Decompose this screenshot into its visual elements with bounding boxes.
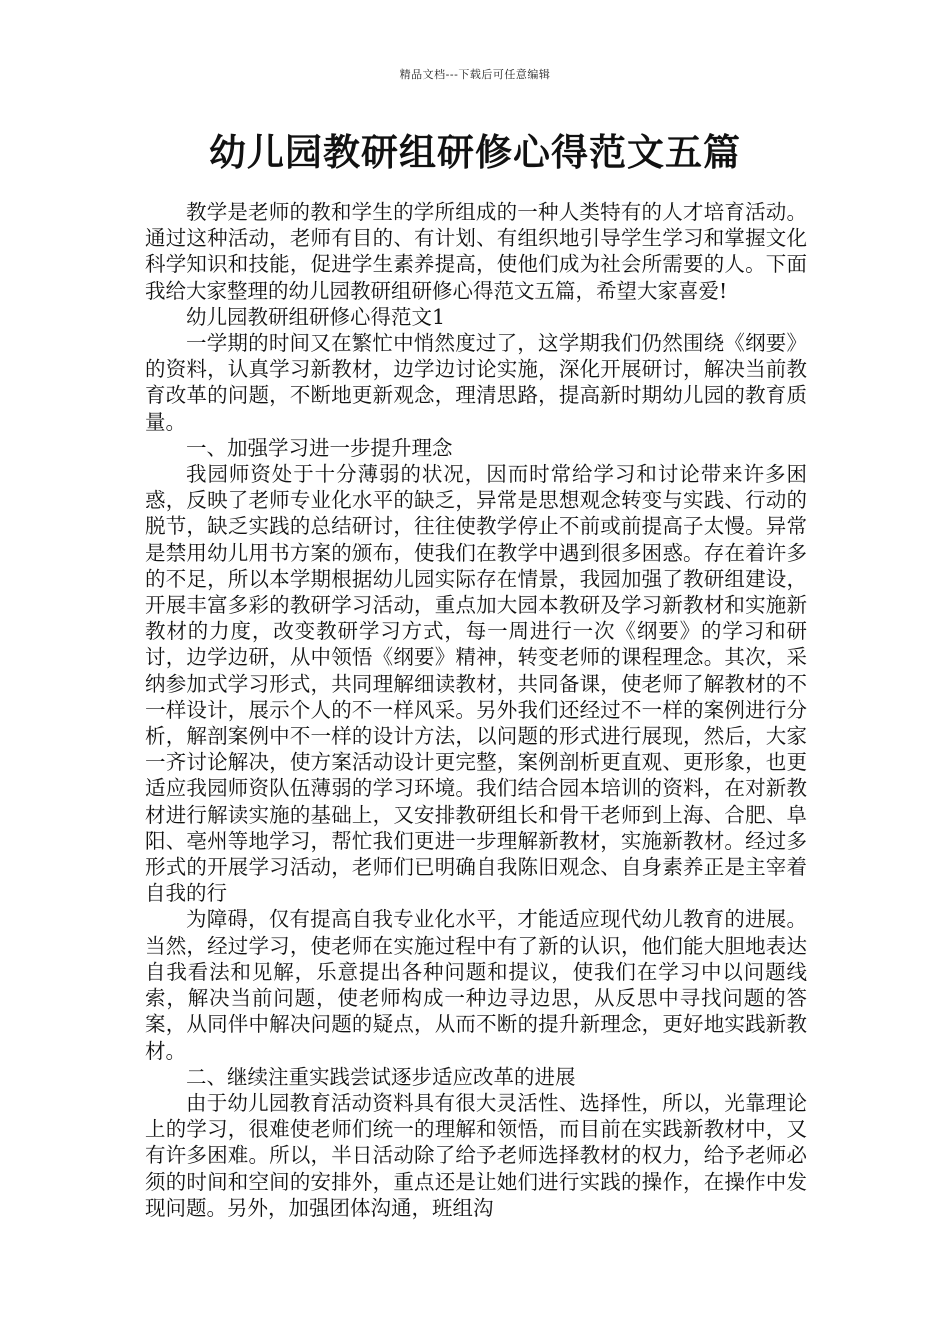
body-paragraph: 为障碍，仅有提高自我专业化水平，才能适应现代幼儿教育的进展。当然，经过学习，使老师在实施过程中有了新的认识，他们能大胆地表达自我看法和见解，乐意提出各种问题和提议，使我们在学习中以问题线索，解决当前问题，使老师构成一种边寻边思，从反思中寻找问题的答案，从同伴中解决问题的疑点，从而不断的提升新理念，更好地实践新教材。: [145, 907, 807, 1063]
document-body: [145, 199, 807, 1221]
document-title: 幼儿园教研组研修心得范文五篇: [209, 130, 741, 174]
section-heading-2: 二、继续注重实践尝试逐步适应改革的进展: [186, 1064, 576, 1089]
section-title-essay-1: 幼儿园教研组研修心得范文1: [186, 304, 446, 329]
intro-paragraph: 教学是老师的教和学生的学所组成的一种人类特有的人才培育活动。通过这种活动，老师有目的、有计划、有组织地引导学生学习和掌握文化科学知识和技能，促进学生素养提高，使他们成为社会所需要的人。下面我给大家整理的幼儿园教研组研修心得范文五篇，希望大家喜爱!: [145, 200, 807, 303]
body-paragraph: 一学期的时间又在繁忙中悄然度过了，这学期我们仍然围绕《纲要》的资料，认真学习新教材，边学边讨论实施，深化开展研讨，解决当前教育改革的问题，不断地更新观念，理清思路，提高新时期幼儿园的教育质量。: [145, 331, 807, 434]
body-paragraph: 我园师资处于十分薄弱的状况，因而时常给学习和讨论带来许多困惑，反映了老师专业化水平的缺乏，异常是思想观念转变与实践、行动的脱节，缺乏实践的总结研讨，往往使教学停止不前或前提高子太慢。异常是禁用幼儿用书方案的颁布，使我们在教学中遇到很多困惑。存在着许多的不足，所以本学期根据幼儿园实际存在情景，我园加强了教研组建设，开展丰富多彩的教研学习活动，重点加大园本教研及学习新教材和实施新教材的力度，改变教研学习方式，每一周进行一次《纲要》的学习和研讨，边学边研，从中领悟《纲要》精神，转变老师的课程理念。其次，采纳参加式学习形式，共同理解细读教材，共同备课，使老师了解教材的不一样设计，展示个人的不一样风采。另外我们还经过不一样的案例进行分析，解剖案例中不一样的设计方法，以问题的形式进行展现，然后，大家一齐讨论解决，使方案活动设计更完整，案例剖析更直观、更形象，也更适应我园师资队伍薄弱的学习环境。我们结合园本培训的资料，在对新教材进行解读实施的基础上，又安排教研组长和骨干老师到上海、合肥、阜阳、亳州等地学习，帮忙我们更进一步理解新教材，实施新教材。经过多形式的开展学习活动，老师们已明确自我陈旧观念、自身素养正是主宰着自我的行: [145, 462, 807, 906]
body-paragraph: 由于幼儿园教育活动资料具有很大灵活性、选择性，所以，光靠理论上的学习，很难使老师们统一的理解和领悟，而目前在实践新教材中，又有许多困难。所以，半日活动除了给予老师选择教材的权力，给予老师必须的时间和空间的安排外，重点还是让她们进行实践的操作，在操作中发现问题。另外，加强团体沟通，班组沟: [145, 1090, 807, 1220]
header-note: 精品文档---下载后可任意编辑: [399, 68, 551, 81]
section-heading-1: 一、加强学习进一步提升理念: [186, 435, 453, 460]
